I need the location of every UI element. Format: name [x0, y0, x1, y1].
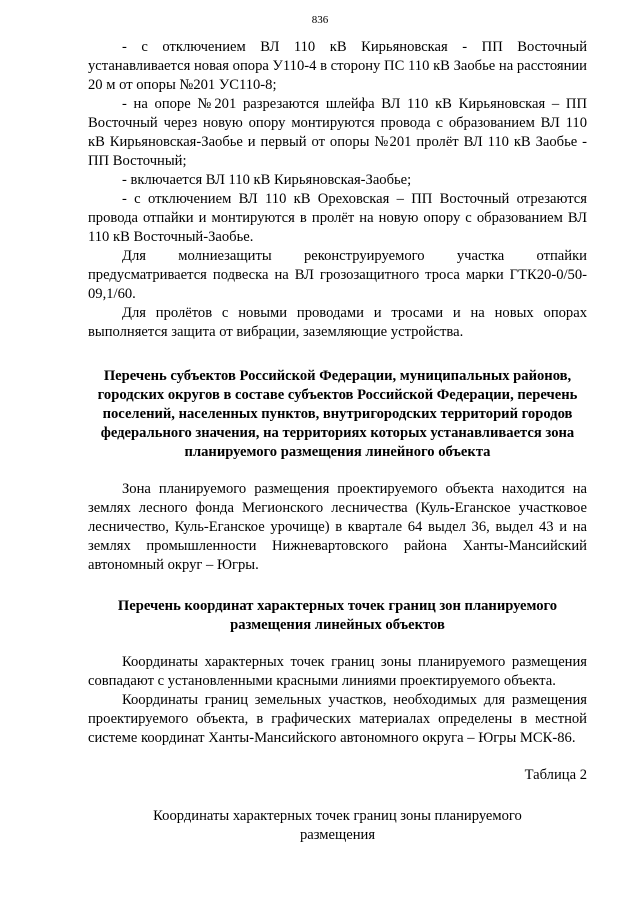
paragraph-switch-on: - включается ВЛ 110 кВ Кирьяновская-Заобье; [122, 172, 412, 188]
page-content [88, 38, 587, 845]
paragraph-coordinate-system: Координаты границ земельных участков, необходимых для размещения проектируемого объекта, в графических материалах определены в местной системе координат Ханты-Мансийского автономного округа – Югры МСК-86. [88, 692, 587, 746]
paragraph-support-201: - на опоре №201 разрезаются шлейфа ВЛ 110 кВ Кирьяновская – ПП Восточный через новую опору монтируются провода с образованием ВЛ 110 кВ Кирьяновская-Заобье и первый от опоры №201 пролёт ВЛ 110 кВ Заобье - ПП Восточный; [88, 96, 587, 169]
paragraph-disconnect-orekhovskaya: - с отключением ВЛ 110 кВ Ореховская – ПП Восточный отрезаются провода отпайки и монтируются в пролёт на новую опору с образованием ВЛ 110 кВ Восточный-Заобье. [88, 191, 587, 245]
page-number: 836 [311, 14, 329, 26]
section-heading-coordinates: Перечень координат характерных точек границ зон планируемого размещения линейных объектов [117, 598, 558, 633]
paragraph-disconnect-kiryanovskaya: - с отключением ВЛ 110 кВ Кирьяновская - ПП Восточный устанавливается новая опора У110-4 в сторону ПС 110 кВ Заобье на расстоянии 20 м от опоры №201 УС110-8; [88, 39, 587, 93]
table-title: Координаты характерных точек границ зоны планируемого размещения [153, 808, 522, 843]
section-heading-territories: Перечень субъектов Российской Федерации, муниципальных районов, городских округов в составе субъектов Российской Федерации, перечень поселений, населенных пунктов, внутригородских территорий городов федерального значения, на территориях которых устанавливается зона планируемого размещения линейного объекта [97, 368, 578, 460]
paragraph-lightning-protection: Для молниезащиты реконструируемого участка отпайки предусматривается подвеска на ВЛ грозозащитного троса марки ГТК20-0/50-09,1/60. [88, 248, 587, 302]
paragraph-vibration-protection: Для пролётов с новыми проводами и тросами и на новых опорах выполняется защита от вибрации, заземляющие устройства. [88, 305, 587, 340]
paragraph-zone-location: Зона планируемого размещения проектируемого объекта находится на землях лесного фонда Мегионского лесничества (Куль-Еганское участковое лесничество, Куль-Еганское урочище) в квартале 64 выдел 36, выдел 43 и на землях промышленности Нижневартовского района Ханты-Мансийский автономный округ – Югры. [88, 481, 587, 573]
table-label: Таблица 2 [524, 767, 587, 783]
paragraph-coordinates-match: Координаты характерных точек границ зоны планируемого размещения совпадают с установленными красными линиями проектируемого объекта. [88, 654, 587, 689]
